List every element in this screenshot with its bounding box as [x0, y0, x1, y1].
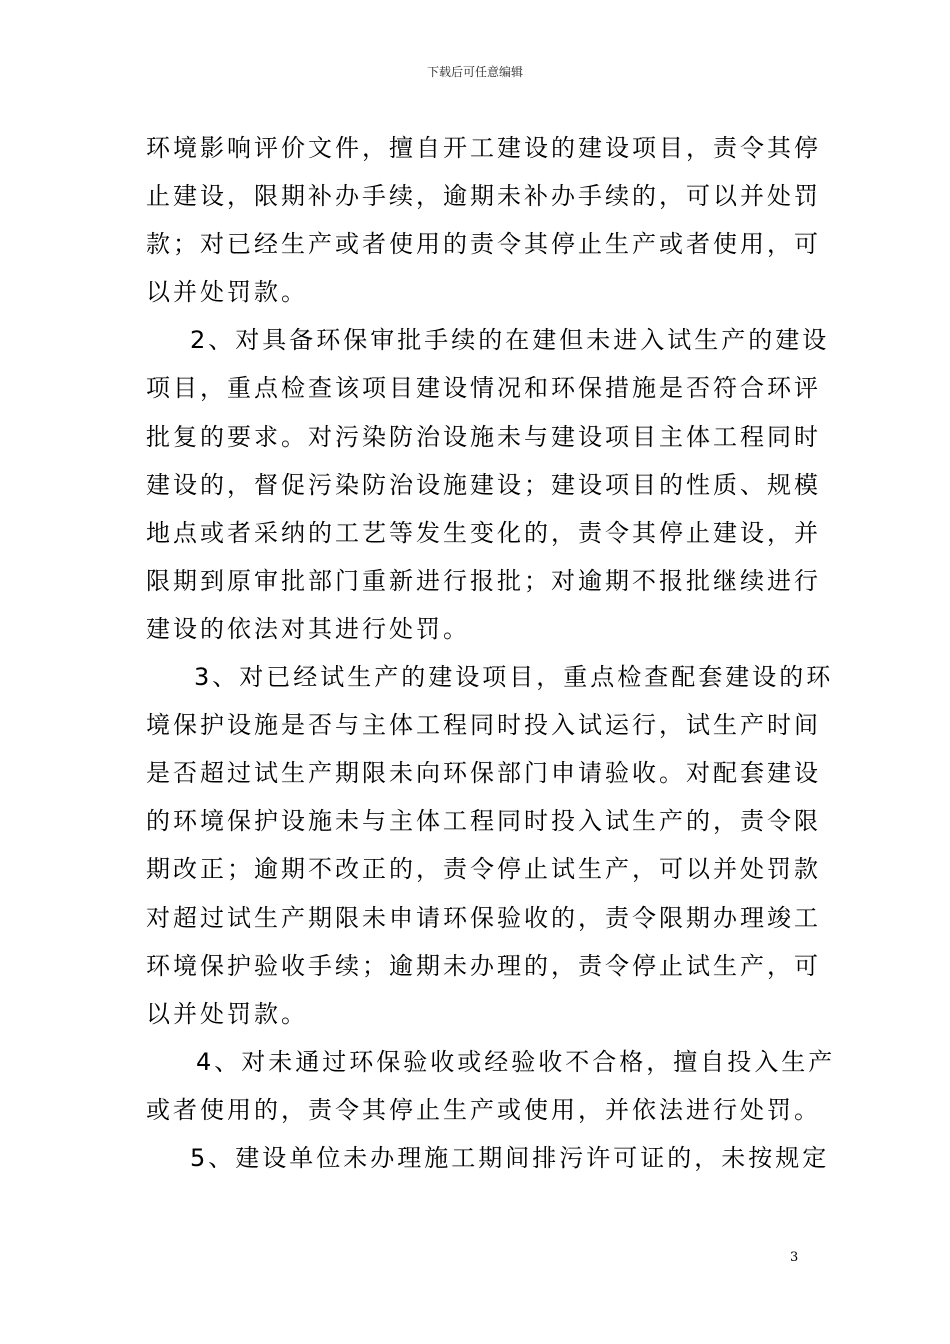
text-line: 款；对已经生产或者使用的责令其停止生产或者使用，可: [146, 230, 821, 259]
text-line: 建设的，督促污染防治设施建设；建设项目的性质、规模: [146, 470, 821, 499]
text-line: 以并处罚款。: [146, 999, 308, 1028]
document-body: [146, 124, 836, 1182]
text-line: 境保护设施是否与主体工程同时投入试运行，试生产时间: [146, 711, 821, 740]
text-line: 止建设，限期补办手续，逾期未补办手续的，可以并处罚: [146, 182, 821, 211]
text-line: 4、对未通过环保验收或经验收不合格，擅自投入生产: [196, 1047, 836, 1076]
text-line: 是否超过试生产期限未向环保部门申请验收。对配套建设: [146, 759, 821, 788]
paragraph-1: [146, 124, 821, 316]
text-line: 或者使用的，责令其停止生产或使用，并依法进行处罚。: [146, 1095, 821, 1124]
paragraph-5: [146, 1134, 830, 1182]
paragraph-3: [146, 653, 834, 1038]
text-line: 2、对具备环保审批手续的在建但未进入试生产的建设: [190, 326, 830, 355]
text-line: 建设的依法对其进行处罚。: [146, 614, 470, 643]
text-line: 限期到原审批部门重新进行报批；对逾期不报批继续进行: [146, 566, 821, 595]
text-line: 期改正；逾期不改正的，责令停止试生产，可以并处罚款: [146, 855, 821, 884]
text-line: 批复的要求。对污染防治设施未与建设项目主体工程同时: [146, 422, 821, 451]
text-line: 5、建设单位未办理施工期间排污许可证的，未按规定: [190, 1143, 830, 1172]
text-line: 以并处罚款。: [146, 278, 308, 307]
paragraph-2: [146, 316, 830, 653]
paragraph-4: [146, 1038, 836, 1134]
text-line: 项目，重点检查该项目建设情况和环保措施是否符合环评: [146, 374, 821, 403]
text-line: 地点或者采纳的工艺等发生变化的，责令其停止建设，并: [146, 518, 821, 547]
text-line: 环境保护验收手续；逾期未办理的，责令停止试生产，可: [146, 951, 821, 980]
page-number: 3: [790, 1250, 799, 1265]
page-header: 下载后可任意编辑: [426, 65, 523, 79]
text-line: 3、对已经试生产的建设项目，重点检查配套建设的环: [194, 663, 834, 692]
text-line: 对超过试生产期限未申请环保验收的，责令限期办理竣工: [146, 903, 821, 932]
text-line: 环境影响评价文件，擅自开工建设的建设项目，责令其停: [146, 134, 821, 162]
text-line: 的环境保护设施未与主体工程同时投入试生产的，责令限: [146, 807, 821, 836]
